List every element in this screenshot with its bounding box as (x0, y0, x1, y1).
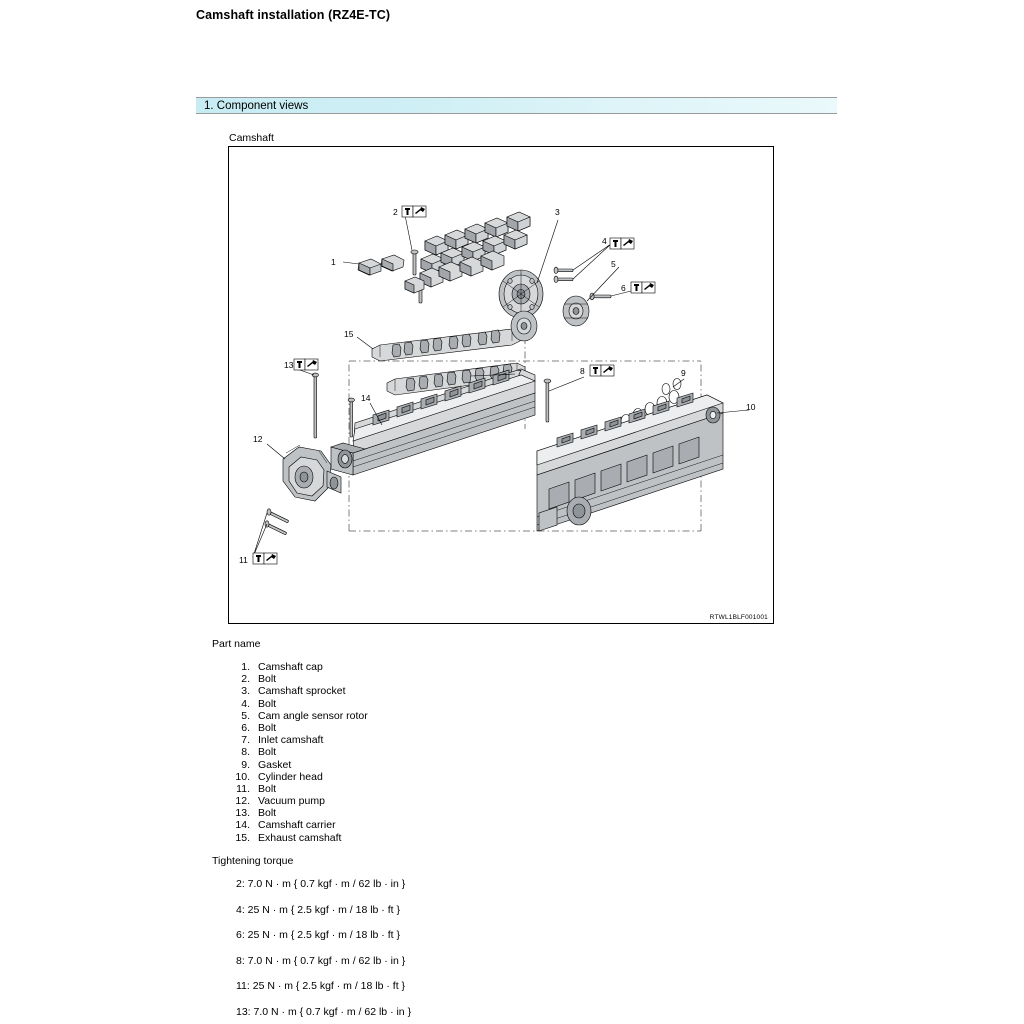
part-label: Bolt (258, 782, 277, 795)
list-item (232, 722, 532, 734)
torque-item: 4: 25 N · m { 2.5 kgf · m / 18 lb · ft } (236, 903, 400, 916)
part-label: Bolt (258, 746, 277, 759)
torque-item: 13: 7.0 N · m { 0.7 kgf · m / 62 lb · in } (236, 1005, 412, 1018)
parts-list-header: Part name (212, 638, 261, 650)
list-item (232, 673, 532, 685)
torque-item: 11: 25 N · m { 2.5 kgf · m / 18 lb · ft } (236, 980, 406, 992)
part-label: Bolt (258, 697, 277, 710)
svg-text:6: 6 (621, 283, 626, 293)
part-label: Camshaft carrier (258, 819, 336, 832)
page-title: Camshaft installation (RZ4E-TC) (196, 8, 391, 22)
cylinder-head (537, 393, 723, 531)
cam-angle-sensor-rotor (563, 296, 589, 326)
section-heading-label: 1. Component views (204, 100, 309, 112)
list-item (232, 795, 532, 807)
part-label: Bolt (258, 673, 277, 686)
vacuum-pump (265, 445, 341, 535)
figure-caption: Camshaft (229, 132, 274, 144)
part-label: Cam angle sensor rotor (258, 709, 368, 722)
list-item (232, 710, 532, 722)
list-item (232, 759, 532, 771)
part-number: 7. (241, 734, 250, 747)
part-number: 12. (235, 795, 250, 808)
part-label: Camshaft sprocket (258, 685, 346, 698)
part-number: 13. (235, 807, 250, 820)
svg-text:3: 3 (555, 207, 560, 217)
part-number: 4. (241, 697, 250, 710)
list-item (232, 771, 532, 783)
svg-text:8: 8 (580, 366, 585, 376)
list-item (232, 685, 532, 697)
figure-camshaft-exploded-view (228, 146, 774, 624)
part-number: 10. (235, 770, 250, 783)
carrier-bolt (544, 379, 551, 422)
camshaft-cap-group (358, 255, 404, 275)
part-number: 15. (235, 831, 250, 844)
part-number: 6. (241, 721, 250, 734)
list-item (232, 746, 532, 758)
figure-code: RTWL1BLF001001 (709, 614, 768, 621)
section-heading-bar (196, 97, 837, 114)
camshaft-illustration (229, 147, 772, 622)
torque-badge-6 (631, 282, 655, 293)
svg-text:1: 1 (331, 257, 336, 267)
svg-text:4: 4 (602, 236, 607, 246)
svg-text:5: 5 (611, 259, 616, 269)
torque-list (236, 878, 656, 1024)
torque-list-header: Tightening torque (212, 855, 294, 867)
part-label: Bolt (258, 807, 277, 820)
part-number: 2. (241, 673, 250, 686)
part-number: 14. (235, 819, 250, 832)
list-item (232, 783, 532, 795)
svg-text:11: 11 (239, 555, 248, 565)
svg-text:9: 9 (681, 368, 686, 378)
part-label: Vacuum pump (258, 795, 325, 808)
svg-text:2: 2 (393, 207, 398, 217)
svg-text:7: 7 (517, 368, 522, 378)
exhaust-camshaft (372, 311, 537, 361)
svg-text:13: 13 (284, 360, 294, 370)
svg-text:12: 12 (253, 434, 263, 444)
torque-badge-8 (590, 365, 614, 376)
torque-item: 2: 7.0 N · m { 0.7 kgf · m / 62 lb · in } (236, 878, 406, 890)
torque-badge-4 (610, 238, 634, 249)
part-label: Exhaust camshaft (258, 831, 342, 844)
part-number: 8. (241, 746, 250, 759)
torque-badge-13 (294, 359, 318, 370)
list-item (232, 661, 532, 673)
part-number: 11. (236, 782, 250, 795)
part-label: Inlet camshaft (258, 734, 324, 747)
list-item (232, 734, 532, 746)
part-label: Camshaft cap (258, 661, 323, 673)
part-label: Cylinder head (258, 770, 323, 783)
parts-list (232, 661, 532, 844)
camshaft-sprocket (499, 270, 543, 318)
part-number: 5. (241, 709, 250, 722)
svg-text:10: 10 (746, 402, 756, 412)
part-label: Bolt (258, 721, 277, 734)
part-number: 1. (241, 661, 250, 673)
part-number: 3. (241, 685, 250, 698)
torque-item: 6: 25 N · m { 2.5 kgf · m / 18 lb · ft } (236, 929, 400, 941)
torque-badge-2 (402, 206, 426, 217)
part-number: 9. (241, 758, 250, 771)
sprocket-bolts-group (554, 267, 611, 300)
part-label: Gasket (258, 758, 292, 771)
list-item (232, 698, 532, 710)
list-item (232, 807, 532, 819)
list-item (232, 819, 532, 831)
torque-badge-11 (253, 553, 277, 564)
svg-text:15: 15 (344, 329, 354, 339)
vacuum-pump-bolts-upper (312, 373, 354, 438)
svg-text:14: 14 (361, 393, 371, 403)
torque-item: 8: 7.0 N · m { 0.7 kgf · m / 62 lb · in } (236, 954, 406, 967)
list-item (232, 832, 532, 844)
